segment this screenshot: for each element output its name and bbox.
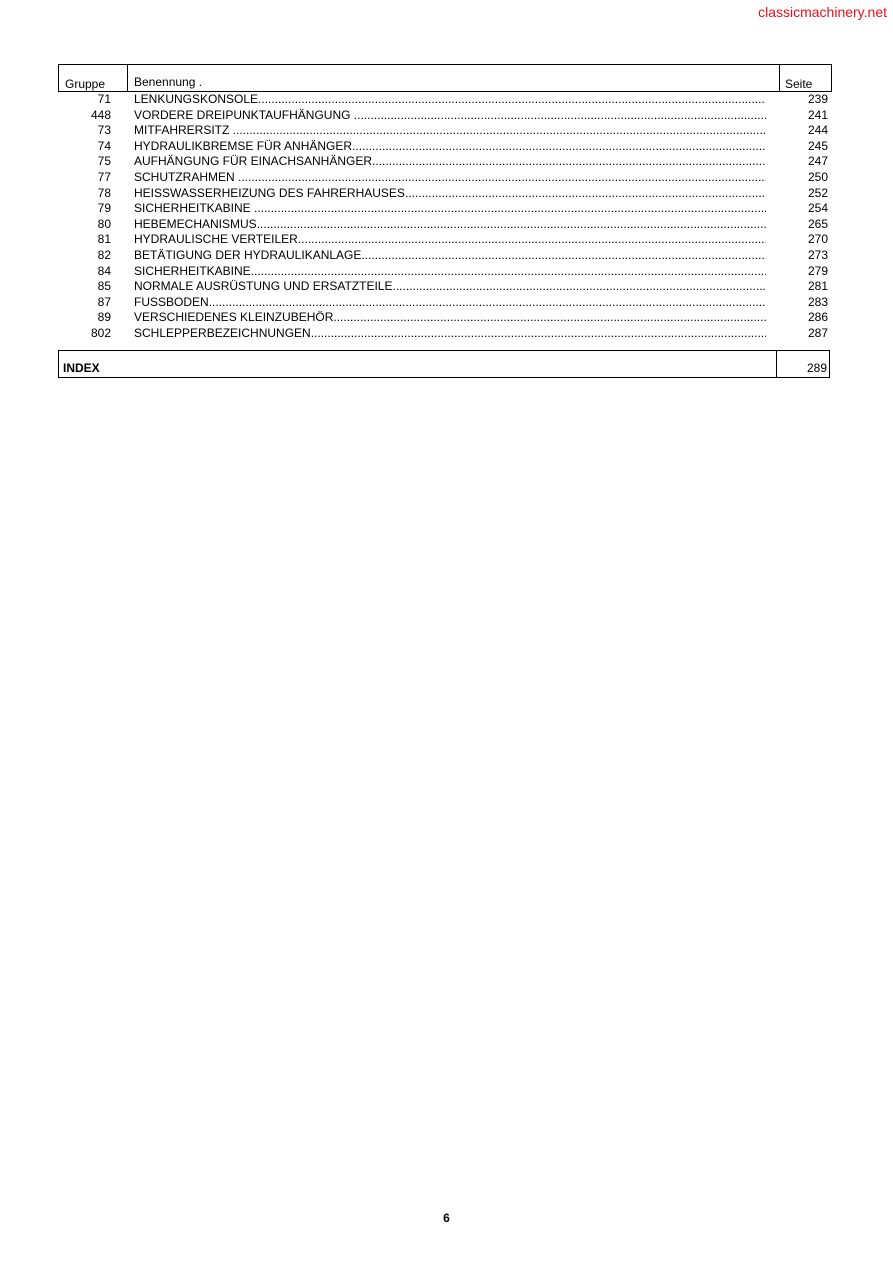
toc-row[interactable] [58,232,832,248]
toc-row-group: 89 [97,310,111,325]
toc-rows [58,92,832,342]
toc-row-group: 81 [97,232,111,247]
toc-row[interactable] [58,139,832,155]
toc-row-group: 77 [97,169,111,184]
toc-row-title: AUFHÄNGUNG FÜR EINACHSANHÄNGER ..... [134,154,766,170]
page-number: 6 [443,1211,450,1225]
toc-row-group: 79 [97,201,111,216]
group-column-header [59,65,128,91]
toc-row-page: 254 [807,201,828,216]
toc-row-title: SICHERHEITKABINE ..... [134,201,766,217]
toc-row-title: HEBEMECHANISMUS ..... [134,217,766,233]
index-divider [776,351,777,377]
toc-row[interactable] [58,170,832,186]
toc-row-title: BETÄTIGUNG DER HYDRAULIKANLAGE ..... [134,248,766,264]
toc-row-title: HYDRAULISCHE VERTEILER ..... [134,232,766,248]
toc-row-page: 247 [807,154,828,169]
toc-row-title: SCHLEPPERBEZEICHNUNGEN ..... [134,326,766,342]
toc-row[interactable] [58,326,832,342]
toc-header [58,64,832,92]
toc-row-page: 241 [807,107,828,122]
index-page: 289 [806,360,827,375]
page-column-header [779,65,833,91]
watermark-text: classicmachinery.net [758,4,887,20]
toc-row[interactable] [58,108,832,124]
toc-row[interactable] [58,310,832,326]
index-entry[interactable] [58,350,830,378]
toc-row-group: 74 [97,138,111,153]
toc-row-title: LENKUNGSKONSOLE ..... [134,92,766,108]
toc-row-page: 250 [807,169,828,184]
toc-row-group: 448 [90,107,111,122]
toc-row-title: HEISSWASSERHEIZUNG DES FAHRERHAUSES ..... [134,186,766,202]
toc-row-group: 78 [97,185,111,200]
toc-row-title: VORDERE DREIPUNKTAUFHÄNGUNG ..... [134,108,766,124]
toc-row[interactable] [58,295,832,311]
toc-row-page: 287 [807,325,828,340]
toc-row-page: 245 [807,138,828,153]
toc-row-group: 87 [97,294,111,309]
toc-row-group: 80 [97,216,111,231]
name-header-label: Benennung . [134,75,203,89]
toc-row-page: 244 [807,123,828,138]
toc-row-page: 273 [807,247,828,262]
toc-row[interactable] [58,186,832,202]
toc-row-group: 84 [97,263,111,278]
toc-row[interactable] [58,92,832,108]
toc-row-page: 252 [807,185,828,200]
group-header-label: Gruppe [65,77,106,91]
toc-row-title: FUSSBODEN ..... [134,295,766,311]
toc-row-group: 82 [97,247,111,262]
toc-row-page: 239 [807,92,828,106]
toc-row-page: 265 [807,216,828,231]
toc-row[interactable] [58,154,832,170]
toc-row-page: 270 [807,232,828,247]
toc-row-group: 85 [97,279,111,294]
toc-row[interactable] [58,123,832,139]
toc-row[interactable] [58,248,832,264]
toc-row-title: SCHUTZRAHMEN ..... [134,170,766,186]
toc-row-title: SICHERHEITKABINE ..... [134,264,766,280]
toc-row-group: 73 [97,123,111,138]
toc-row[interactable] [58,201,832,217]
toc-row[interactable] [58,264,832,280]
page-header-label: Seite [785,77,813,91]
toc-row[interactable] [58,279,832,295]
toc-row-group: 75 [97,154,111,169]
toc-row-page: 279 [807,263,828,278]
toc-row-group: 71 [97,92,111,106]
toc-row-title: VERSCHIEDENES KLEINZUBEHÖR ..... [134,310,766,326]
table-of-contents [58,64,832,378]
toc-row-title: MITFAHRERSITZ ..... [134,123,766,139]
toc-row-page: 281 [807,279,828,294]
toc-row-page: 283 [807,294,828,309]
index-label: INDEX [63,360,100,375]
toc-row-page: 286 [807,310,828,325]
toc-row[interactable] [58,217,832,233]
toc-row-title: HYDRAULIKBREMSE FÜR ANHÄNGER ..... [134,139,766,155]
toc-row-group: 802 [90,325,111,340]
toc-row-title: NORMALE AUSRÜSTUNG UND ERSATZTEILE ..... [134,279,766,295]
